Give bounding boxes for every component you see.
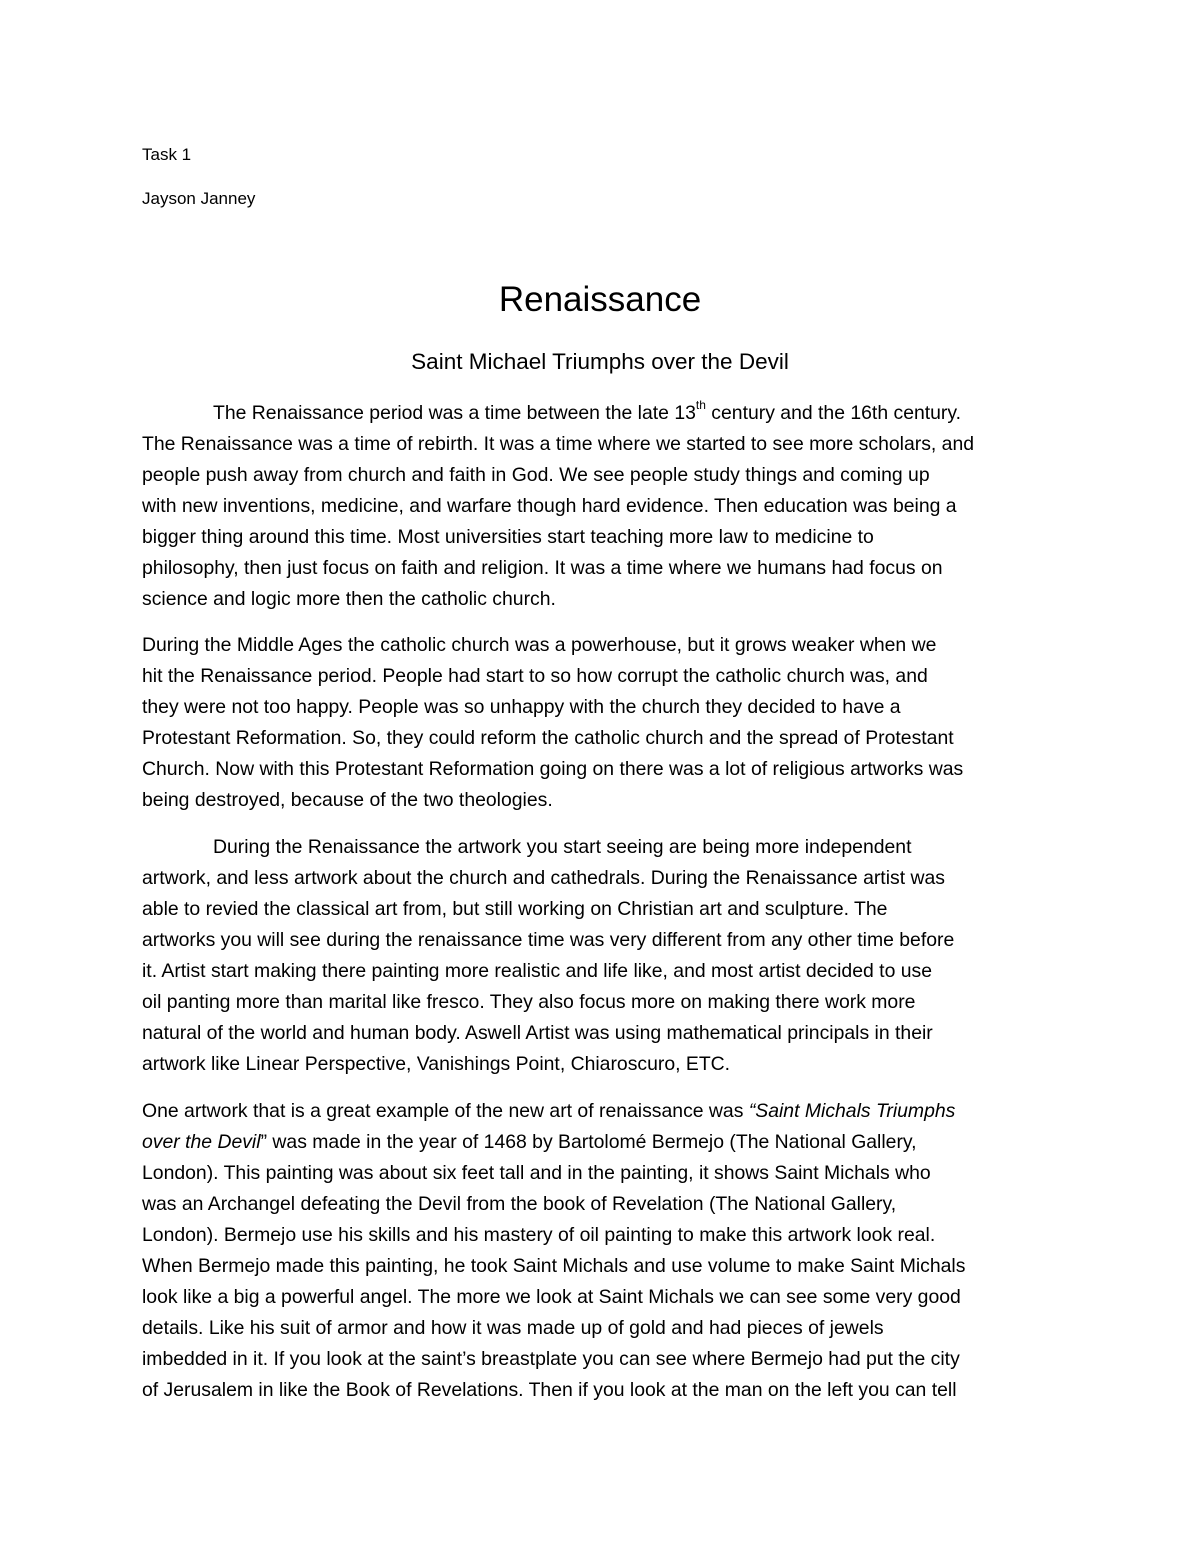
paragraph-line: was an Archangel defeating the Devil from the book of Revelation (The National Gallery, <box>142 1193 897 1215</box>
author-name: Jayson Janney <box>142 189 256 208</box>
paragraph-line: artworks you will see during the renaissance time was very different from any other time before <box>142 929 955 951</box>
paragraph-line <box>142 1127 1072 1158</box>
paragraph-line: of Jerusalem in like the Book of Revelations. Then if you look at the man on the left you can tell <box>142 1379 957 1401</box>
paragraph-line: Church. Now with this Protestant Reformation going on there was a lot of religious artworks was <box>142 758 964 780</box>
paragraph-line: The Renaissance was a time of rebirth. It was a time where we started to see more scholars, and <box>142 433 975 455</box>
artwork-title-italic: “Saint Michals Triumphs <box>748 1100 956 1122</box>
paragraph-line: oil panting more than marital like fresco. They also focus more on making there work more <box>142 991 916 1013</box>
paragraph-line: During the Renaissance the artwork you start seeing are being more independent <box>213 836 912 858</box>
paragraph-line: look like a big a powerful angel. The more we look at Saint Michals we can see some very good <box>142 1286 961 1308</box>
paragraph-line: London). Bermejo use his skills and his mastery of oil painting to make this artwork look real. <box>142 1224 936 1246</box>
paragraph-line: details. Like his suit of armor and how it was made up of gold and had pieces of jewels <box>142 1317 884 1339</box>
line-text: The Renaissance period was a time between the late 13 <box>213 402 696 424</box>
paragraph-3 <box>142 832 1072 1080</box>
artwork-title-italic: over the Devil <box>142 1131 261 1153</box>
paragraph-2 <box>142 630 1072 816</box>
paragraph-line: philosophy, then just focus on faith and religion. It was a time where we humans had focus on <box>142 557 943 579</box>
paragraph-line: hit the Renaissance period. People had start to so how corrupt the catholic church was, and <box>142 665 928 687</box>
paragraph-line: During the Middle Ages the catholic church was a powerhouse, but it grows weaker when we <box>142 634 937 656</box>
paragraph-line: artwork, and less artwork about the church and cathedrals. During the Renaissance artist was <box>142 867 945 889</box>
paragraph-line: artwork like Linear Perspective, Vanishings Point, Chiaroscuro, ETC. <box>142 1053 731 1075</box>
paragraph-line: with new inventions, medicine, and warfare though hard evidence. Then education was being a <box>142 495 957 517</box>
line-text: ” was made in the year of 1468 by Bartolomé Bermejo (The National Gallery, <box>260 1131 917 1153</box>
paragraph-line <box>142 398 1072 429</box>
paragraph-4 <box>142 1096 1072 1406</box>
paragraph-line: bigger thing around this time. Most universities start teaching more law to medicine to <box>142 526 874 548</box>
paragraph-line: they were not too happy. People was so unhappy with the church they decided to have a <box>142 696 901 718</box>
paragraph-line <box>142 1096 1072 1127</box>
document-subtitle: Saint Michael Triumphs over the Devil <box>411 349 789 374</box>
paragraph-line: being destroyed, because of the two theologies. <box>142 789 553 811</box>
line-text: One artwork that is a great example of the new art of renaissance was <box>142 1100 749 1122</box>
line-text: century and the 16th century. <box>705 402 962 424</box>
paragraph-line: natural of the world and human body. Aswell Artist was using mathematical principals in their <box>142 1022 933 1044</box>
paragraph-line: When Bermejo made this painting, he took Saint Michals and use volume to make Saint Michals <box>142 1255 966 1277</box>
paragraph-line: science and logic more then the catholic church. <box>142 588 556 610</box>
paragraph-line: able to revied the classical art from, but still working on Christian art and sculpture. The <box>142 898 888 920</box>
document-title: Renaissance <box>498 280 702 319</box>
paragraph-line: Protestant Reformation. So, they could reform the catholic church and the spread of Protestant <box>142 727 954 749</box>
paragraph-1 <box>142 398 1072 615</box>
superscript-ordinal: th <box>695 397 706 412</box>
task-label: Task 1 <box>142 145 192 164</box>
paragraph-line: people push away from church and faith in God. We see people study things and coming up <box>142 464 930 486</box>
paragraph-line: it. Artist start making there painting more realistic and life like, and most artist decided to use <box>142 960 932 982</box>
paragraph-line: London). This painting was about six feet tall and in the painting, it shows Saint Michals who <box>142 1162 931 1184</box>
paragraph-line: imbedded in it. If you look at the saint’s breastplate you can see where Bermejo had put the city <box>142 1348 960 1370</box>
